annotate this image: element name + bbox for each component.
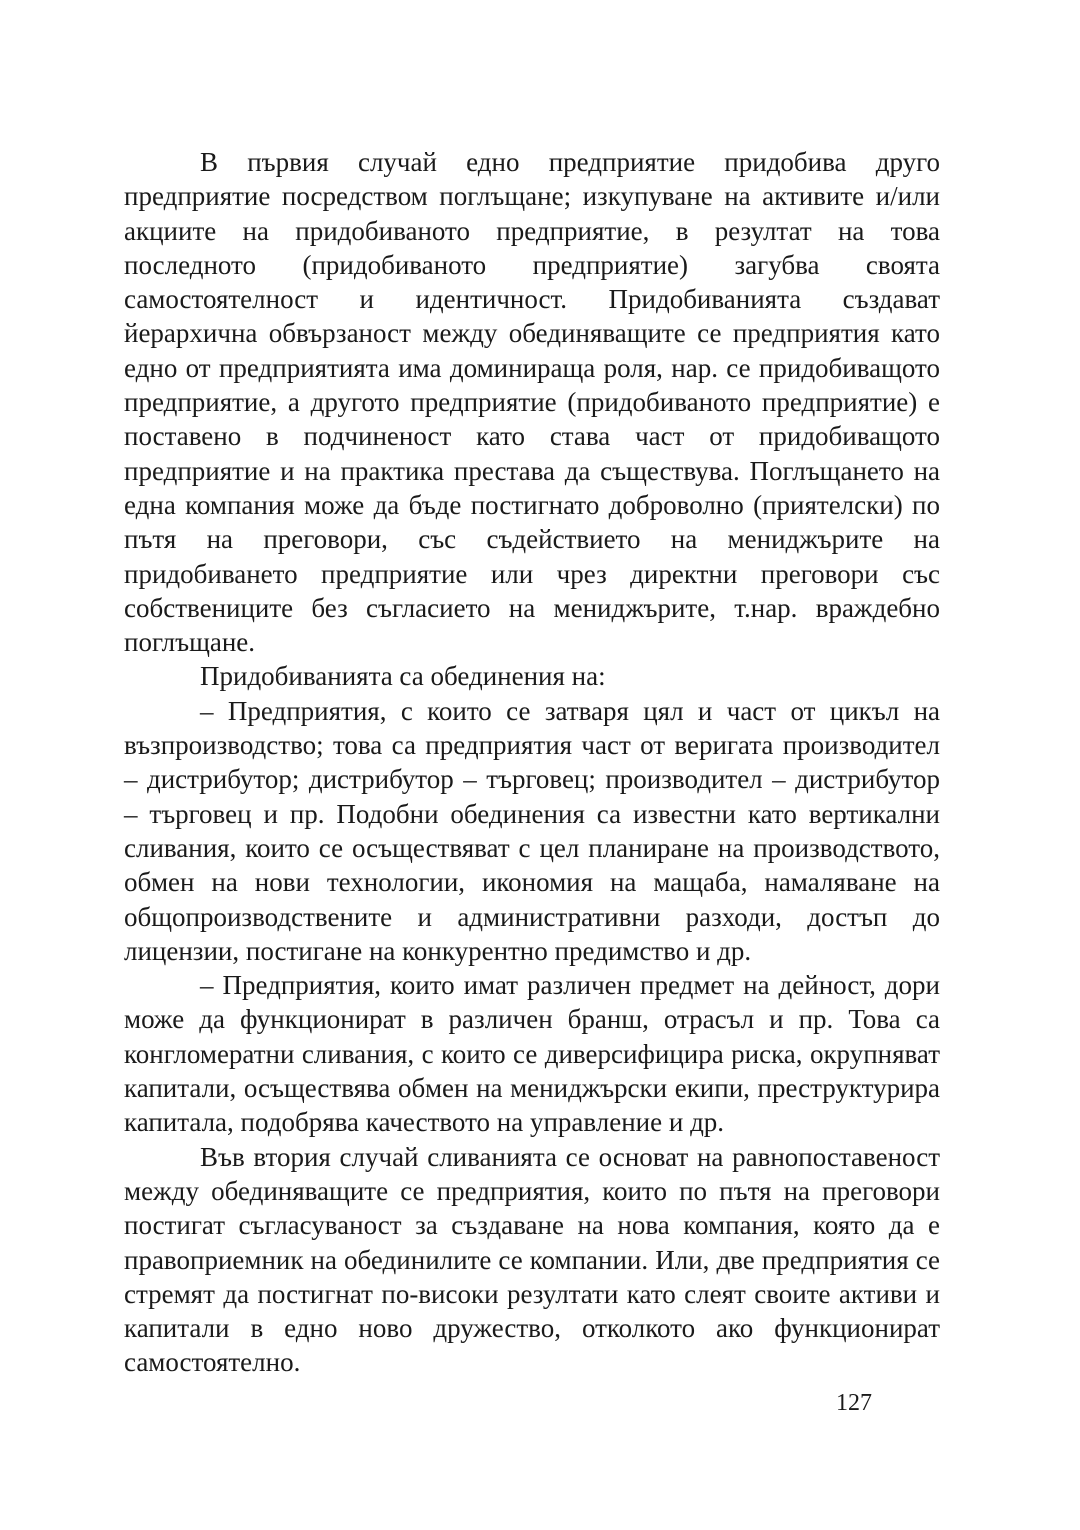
paragraph-acquisition-definition: В първия случай едно предприятие придобива друго предприятие посредством поглъщане; изкупуване на активите и/или акциите на придобиваното предприятие, в резултат на това последното (придобиваното предприятие) загубва своята самостоятелност и идентичност. Придобиванията създават йерархична обвързаност между обединяващите се предприятия като едно от предприятията има доминираща роля, нар. се придобиващото предприятие, а другото предприятие (придобиваното предприятие) е поставено в подчиненост като става част от придобиващото предприятие и на практика престава да съществува. Поглъщането на една компания може да бъде постигнато доброволно (приятелски) по пътя на преговори, със съдействието на мениджърите на придобиването предприятие или чрез директни преговори със собствениците без съгласието на мениджърите, т.нар. враждебно поглъщане. [124, 147, 940, 658]
paragraph-mergers-of-equals: Във втория случай сливанията се основат на равнопоставеност между обединяващите се предприятия, които по пътя на преговори постигат съгласуваност за създаване на нова компания, която да е правоприемник на обединилите се компании. Или, две предприятия се стремят да постигнат по-високи резултати като слеят своите активи и капитали в едно ново дружество, отколкото ако функционират самостоятелно. [124, 1141, 940, 1378]
paragraph-acquisition-types-intro: Придобиванията са обединения на: [200, 661, 606, 692]
paragraph-conglomerate-mergers: – Предприятия, които имат различен предмет на дейност, дори може да функционират в различен бранш, отрасъл и пр. Това са конгломератни сливания, с които се диверсифицира риска, окрупняват капитали, осъществява обмен на мениджърски екипи, преструктурира капитала, подобрява качеството на управление и др. [124, 970, 940, 1138]
paragraph-vertical-mergers: – Предприятия, с които се затваря цял и част от цикъл на възпроизводство; това са предприятия част от веригата производител – дистрибутор; дистрибутор – търговец; производител – дистрибутор – търговец и пр. Подобни обединения са известни като вертикални сливания, които се осъществяват с цел планиране на производството, обмен на нови технологии, икономия на мащаба, намаляване на общопроизводствените и административни разходи, достъп до лицензии, постигане на конкурентно предимство и др. [124, 695, 940, 966]
body-text [124, 145, 940, 1380]
page-number: 127 [836, 1390, 872, 1416]
